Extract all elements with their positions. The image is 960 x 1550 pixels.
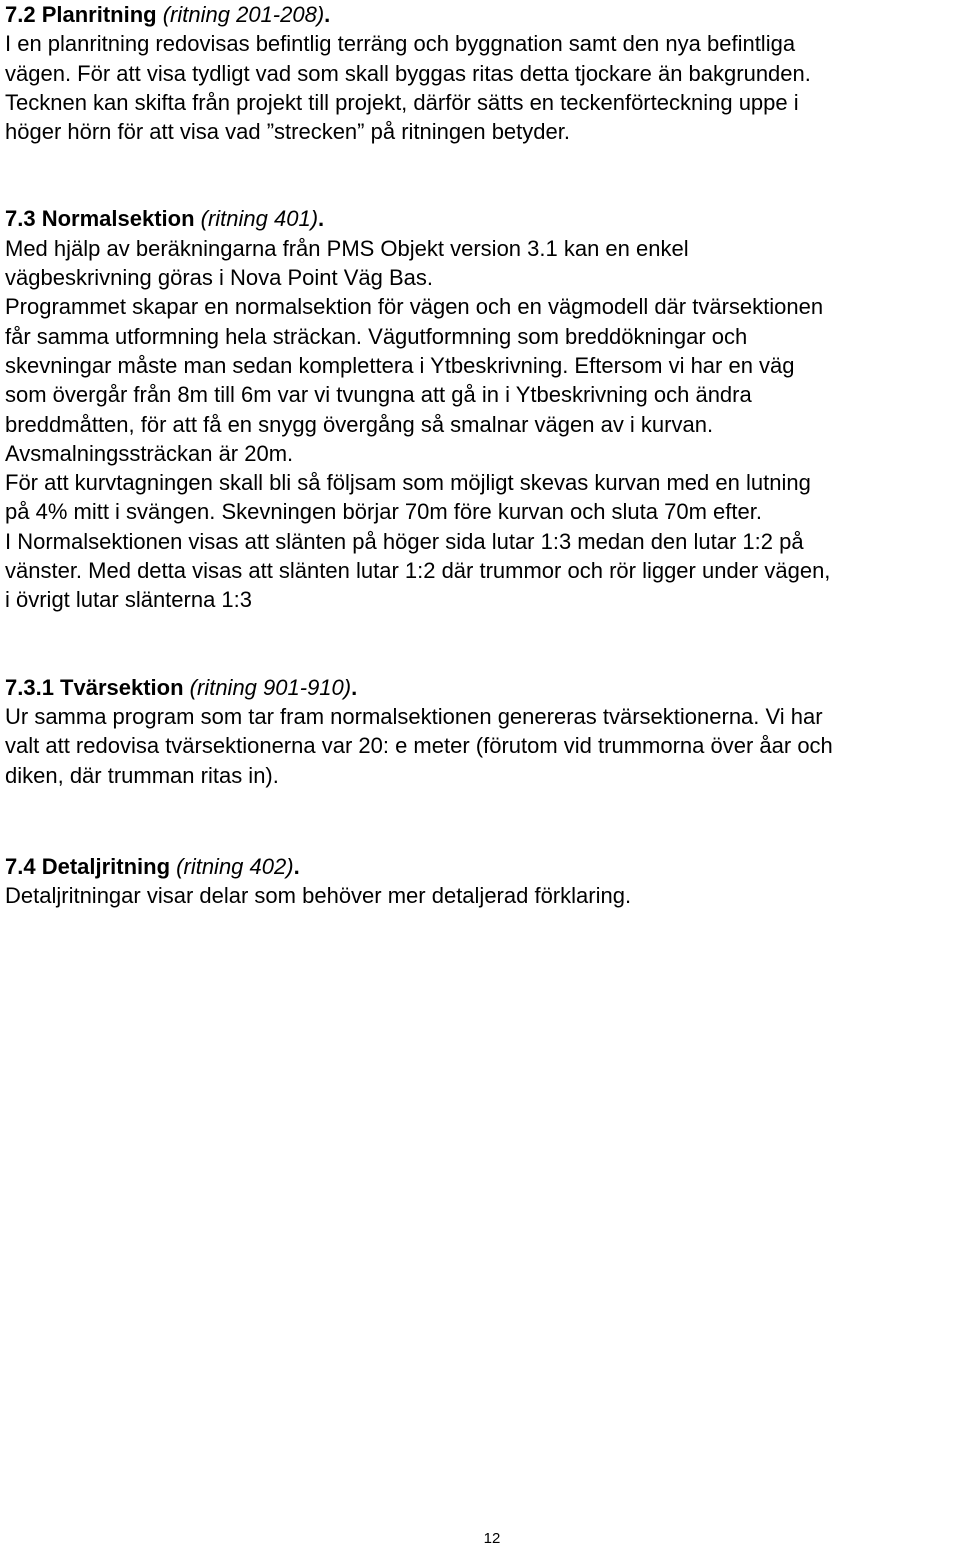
paragraph-line: Med hjälp av beräkningarna från PMS Objekt version 3.1 kan en enkel bbox=[5, 235, 689, 261]
heading-title: 7.2 Planritning bbox=[5, 2, 157, 27]
document-page bbox=[5, 0, 960, 910]
section-heading bbox=[5, 204, 960, 233]
paragraph-line: vänster. Med detta visas att slänten lutar 1:2 där trummor och rör ligger under vägen, bbox=[5, 558, 831, 584]
heading-title: 7.3.1 Tvärsektion bbox=[5, 674, 184, 700]
paragraph-line: I Normalsektionen visas att slänten på höger sida lutar 1:3 medan den lutar 1:2 på bbox=[5, 528, 804, 554]
section-7-2 bbox=[5, 0, 960, 146]
page-number: 12 bbox=[483, 1530, 501, 1547]
paragraph-line: I en planritning redovisas befintlig terräng och byggnation samt den nya befintliga bbox=[5, 31, 796, 57]
paragraph-line: Tecknen kan skifta från projekt till projekt, därför sätts en teckenförteckning uppe i bbox=[5, 89, 799, 115]
paragraph-line: Ur samma program som tar fram normalsektionen genereras tvärsektionerna. Vi har bbox=[5, 703, 823, 729]
paragraph-line: som övergår från 8m till 6m var vi tvungna att gå in i Ytbeskrivning och ändra bbox=[5, 382, 752, 408]
paragraph-line: skevningar måste man sedan komplettera i Ytbeskrivning. Eftersom vi har en väg bbox=[5, 352, 795, 378]
heading-period: . bbox=[318, 206, 325, 232]
paragraph-line: Avsmalningssträckan är 20m. bbox=[5, 440, 294, 466]
paragraph-line: Programmet skapar en normalsektion för vägen och en vägmodell där tvärsektionen bbox=[5, 294, 824, 320]
paragraph-line: vägen. För att visa tydligt vad som skall byggas ritas detta tjockare än bakgrunden. bbox=[5, 60, 811, 86]
section-heading bbox=[5, 673, 960, 702]
heading-drawing-ref: (ritning 901-910) bbox=[189, 674, 352, 700]
paragraph-line: Detaljritningar visar delar som behöver mer detaljerad förklaring. bbox=[5, 883, 632, 909]
heading-drawing-ref: (ritning 402) bbox=[176, 853, 294, 879]
section-heading bbox=[5, 0, 960, 29]
paragraph-line: på 4% mitt i svängen. Skevningen börjar 70m före kurvan och sluta 70m efter. bbox=[5, 499, 762, 525]
heading-period: . bbox=[324, 2, 331, 27]
paragraph-line: breddmåtten, för att få en snygg övergång så smalnar vägen av i kurvan. bbox=[5, 411, 714, 437]
heading-title: 7.3 Normalsektion bbox=[5, 206, 195, 232]
paragraph-line: vägbeskrivning göras i Nova Point Väg Bas. bbox=[5, 265, 434, 291]
heading-drawing-ref: (ritning 401) bbox=[200, 206, 319, 232]
section-heading bbox=[5, 852, 960, 881]
heading-drawing-ref: (ritning 201-208) bbox=[162, 2, 325, 27]
paragraph-line: höger hörn för att visa vad ”strecken” på ritningen betyder. bbox=[5, 119, 570, 145]
heading-period: . bbox=[351, 674, 358, 700]
section-7-3-1 bbox=[5, 673, 960, 790]
heading-period: . bbox=[293, 853, 300, 879]
paragraph-line: För att kurvtagningen skall bli så följsam som möjligt skevas kurvan med en lutning bbox=[5, 470, 811, 496]
section-7-3 bbox=[5, 204, 960, 614]
section-7-4 bbox=[5, 852, 960, 911]
paragraph-line: valt att redovisa tvärsektionerna var 20: e meter (förutom vid trummorna över åar och bbox=[5, 733, 833, 759]
paragraph-line: får samma utformning hela sträckan. Vägutformning som breddökningar och bbox=[5, 323, 748, 349]
paragraph-line: i övrigt lutar slänterna 1:3 bbox=[5, 587, 253, 613]
heading-title: 7.4 Detaljritning bbox=[5, 853, 171, 879]
paragraph-line: diken, där trumman ritas in). bbox=[5, 762, 279, 788]
